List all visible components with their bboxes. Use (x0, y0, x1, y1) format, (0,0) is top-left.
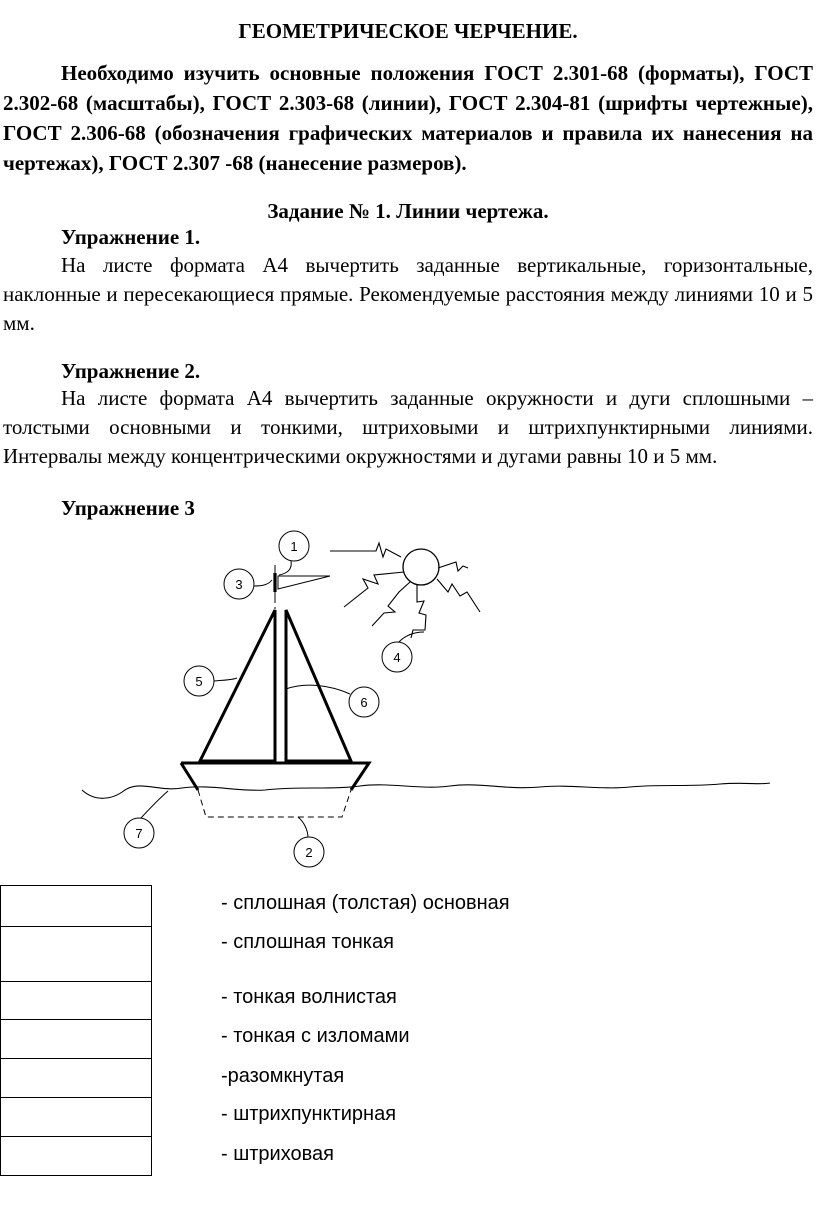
callout-7 (124, 818, 154, 848)
svg-text:2: 2 (305, 845, 313, 860)
intro-paragraph: Необходимо изучить основные положения ГОСТ 2.301-68 (форматы), ГОСТ 2.302-68 (масштабы), ГОСТ 2.303-68 (линии), ГОСТ 2.304-81 (шрифты чертежные), ГОСТ 2.306-68 (обозначения графических материалов и правила их нанесения на чертежах), ГОСТ 2.307 -68 (нанесение размеров). (3, 61, 813, 175)
legend-box-2 (0, 926, 152, 982)
callout-5 (184, 666, 214, 696)
legend-box-4 (0, 1019, 152, 1059)
legend-label-3: - тонкая волнистая (221, 986, 397, 1008)
legend-label-2: - сплошная тонкая (221, 931, 394, 953)
task-title: Задание № 1. Линии чертежа. (267, 199, 549, 223)
hull-top (181, 763, 369, 790)
document-title: ГЕОМЕТРИЧЕСКОЕ ЧЕРЧЕНИЕ. (238, 19, 578, 43)
legend-box-7 (0, 1136, 152, 1176)
callout-4 (382, 642, 412, 672)
exercise-1-text: На листе формата А4 вычертить заданные вертикальные, горизонтальные, наклонные и пересекающиеся прямые. Рекомендуемые расстояния между линиями 10 и 5 мм. (3, 253, 813, 335)
exercise-1-heading: Упражнение 1. (61, 225, 201, 249)
legend-label-5: -разомкнутая (221, 1065, 345, 1087)
water-wavy-line (82, 783, 770, 798)
legend-box-5 (0, 1058, 152, 1098)
hull-left-side (181, 763, 198, 790)
exercise-3-heading: Упражнение 3 (61, 496, 195, 520)
legend-label-7: - штриховая (221, 1143, 334, 1165)
legend-box-6 (0, 1097, 152, 1137)
svg-text:5: 5 (195, 674, 203, 689)
legend-label-6: - штрихпунктирная (221, 1103, 397, 1125)
legend-label-1: - сплошная (толстая) основная (221, 892, 510, 914)
callout-2 (294, 837, 324, 867)
legend-box-1 (0, 885, 152, 927)
legend-label-4: - тонкая с изломами (221, 1025, 410, 1047)
svg-text:6: 6 (360, 695, 368, 710)
hull-dashed-line (198, 790, 351, 817)
callout-1 (279, 531, 309, 561)
svg-text:4: 4 (393, 650, 401, 665)
exercise-2-heading: Упражнение 2. (61, 359, 201, 383)
callout-6 (349, 687, 379, 717)
svg-text:1: 1 (290, 539, 298, 554)
svg-text:7: 7 (135, 826, 143, 841)
sun-circle (403, 549, 439, 585)
legend-box-3 (0, 981, 152, 1020)
sailboat-drawing (0, 515, 816, 875)
callout-3 (224, 569, 254, 599)
sun-rays-break-lines (330, 543, 480, 638)
svg-text:3: 3 (235, 577, 243, 592)
exercise-2-text: На листе формата А4 вычертить заданные окружности и дуги сплошными – толстыми основными и тонкими, штриховыми и штрихпунктирными линиями. Интервалы между концентрическими окружностями и дугами равны 10 и 5 мм. (3, 386, 813, 468)
flag (278, 576, 330, 589)
leader-lines (141, 561, 424, 838)
